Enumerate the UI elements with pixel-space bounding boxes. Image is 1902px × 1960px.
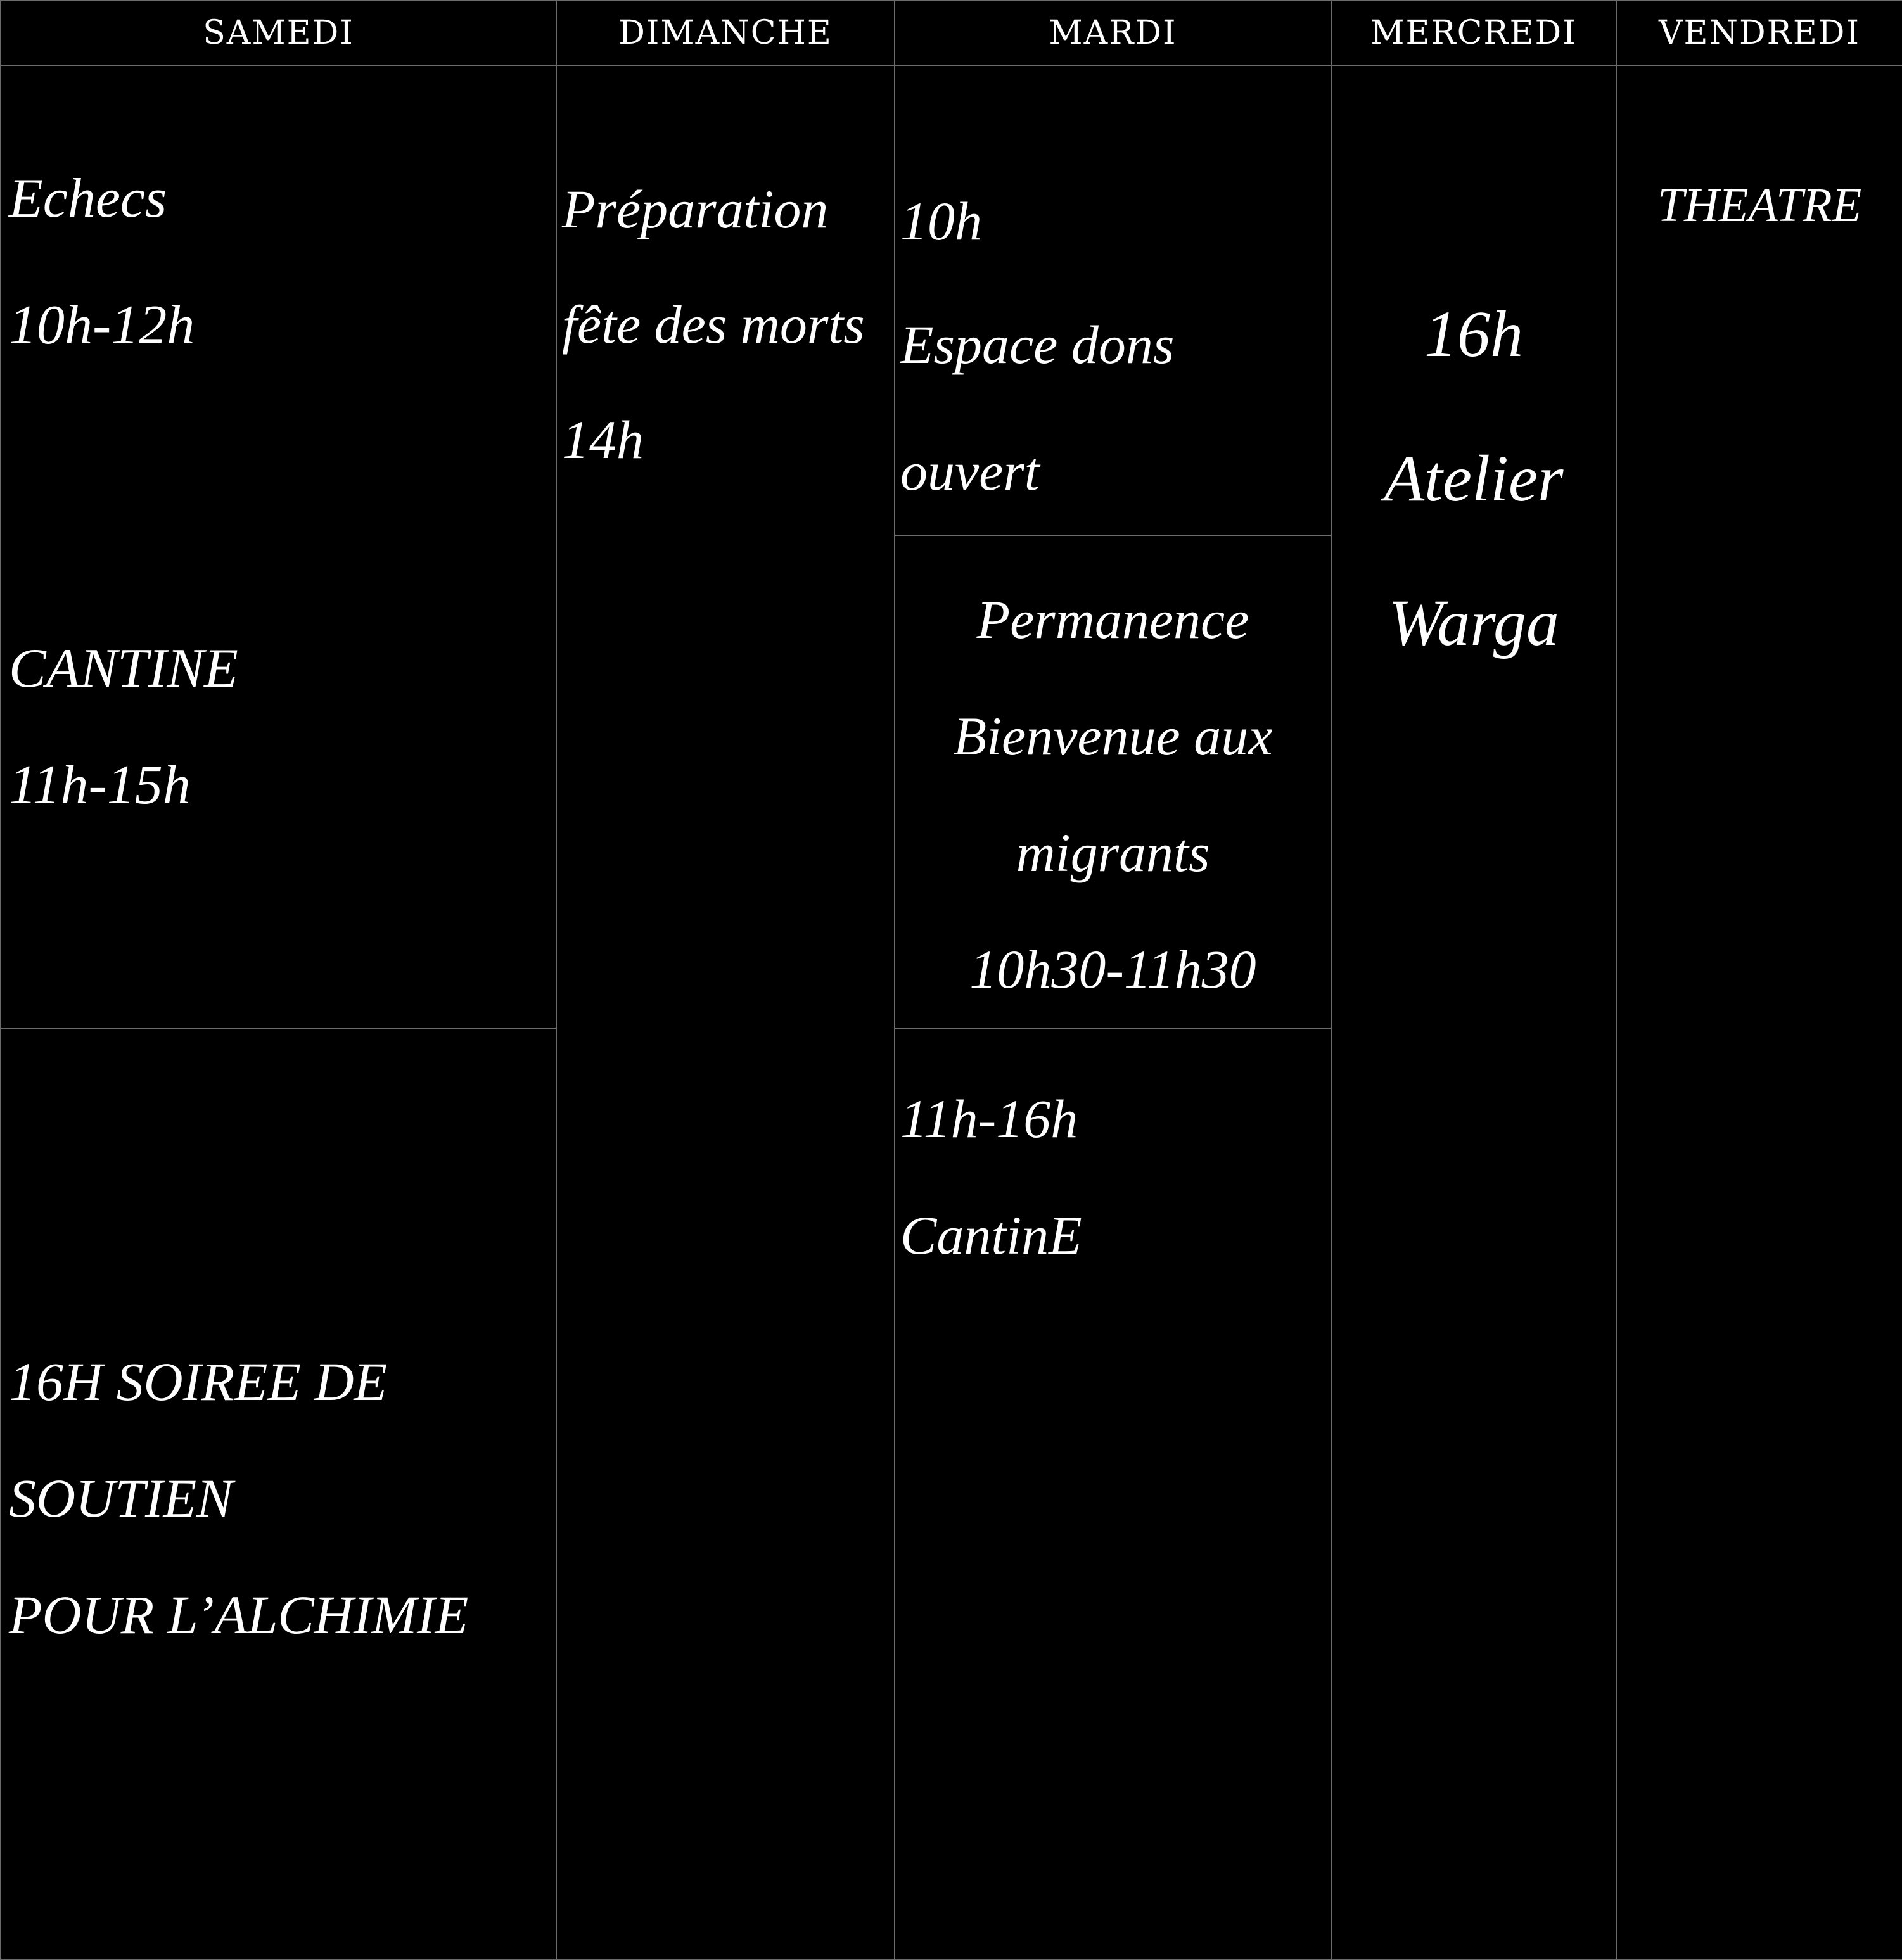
- echecs-time: 10h-12h: [9, 295, 195, 356]
- permanence-line-3: migrants: [1016, 822, 1210, 883]
- cantine-mardi-title: CantinE: [900, 1205, 1082, 1266]
- cantine-samedi-time: 11h-15h: [9, 754, 191, 816]
- permanence-line-1: Permanence: [976, 589, 1249, 650]
- mardi-permanence-cell: [895, 535, 1331, 1028]
- dimanche-line-1: Préparation: [562, 179, 829, 239]
- header-samedi: SAMEDI: [1, 1, 556, 65]
- dimanche-cell: [556, 65, 895, 1959]
- mercredi-line-1: Atelier: [1384, 442, 1564, 515]
- dimanche-line-2: fête des morts: [562, 294, 865, 355]
- echecs-title: Echecs: [9, 168, 167, 229]
- dons-line-2: ouvert: [900, 441, 1040, 502]
- permanence-time: 10h30-11h30: [969, 939, 1256, 1000]
- header-dimanche: DIMANCHE: [556, 1, 895, 65]
- permanence-line-2: Bienvenue aux: [953, 706, 1273, 767]
- header-mercredi: MERCREDI: [1331, 1, 1616, 65]
- vendredi-title: THEATRE: [1657, 179, 1862, 232]
- mardi-dons-cell: [895, 65, 1331, 535]
- header-vendredi: VENDREDI: [1616, 1, 1902, 65]
- dimanche-line-3: 14h: [562, 409, 644, 470]
- samedi-morning-cell: [1, 65, 556, 1028]
- dons-line-1: Espace dons: [900, 314, 1175, 375]
- mercredi-line-2: Warga: [1388, 587, 1559, 659]
- mercredi-cell: [1331, 65, 1616, 1959]
- soiree-line-2: SOUTIEN: [9, 1468, 233, 1529]
- mercredi-time: 16h: [1424, 298, 1523, 371]
- cantine-mardi-time: 11h-16h: [900, 1088, 1078, 1149]
- soiree-line-3: POUR L’ALCHIMIE: [9, 1584, 469, 1645]
- cantine-samedi-title: CANTINE: [9, 638, 238, 699]
- soiree-line-1: 16H SOIREE DE: [9, 1351, 388, 1412]
- dons-time: 10h: [900, 191, 982, 251]
- samedi-soiree-cell: [1, 1028, 556, 1959]
- mardi-cantine-cell: [895, 1028, 1331, 1959]
- vendredi-cell: [1616, 65, 1902, 1959]
- header-mardi: MARDI: [895, 1, 1331, 65]
